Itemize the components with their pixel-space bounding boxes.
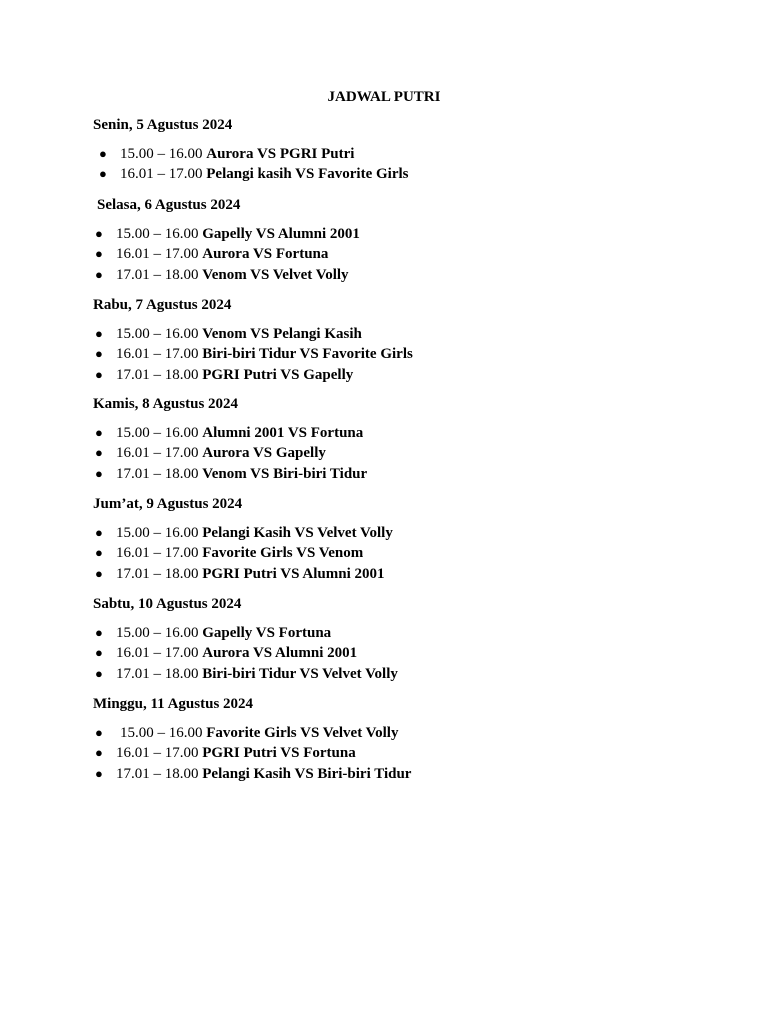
list-item <box>93 164 713 184</box>
match-time: 15.00 – 16.00 <box>116 425 199 441</box>
bullet-icon: ● <box>95 465 103 481</box>
list-item <box>93 224 713 244</box>
bullet-icon: ● <box>95 665 103 681</box>
list-item <box>93 743 713 763</box>
list-item <box>93 543 713 563</box>
bullet-icon: ● <box>95 326 103 341</box>
match-time: 15.00 – 16.00 <box>116 326 199 342</box>
match-time: 17.01 – 18.00 <box>116 765 199 782</box>
list-item <box>93 365 713 385</box>
match-time: 16.01 – 17.00 <box>120 166 203 183</box>
day-block-jumat <box>93 495 713 584</box>
match-teams: Gapelly VS Fortuna <box>202 625 332 641</box>
match-time: 17.01 – 18.00 <box>116 366 199 383</box>
day-heading: Sabtu, 10 Agustus 2024 <box>93 596 242 612</box>
bullet-icon: ● <box>95 346 103 362</box>
match-teams: Favorite Girls VS Venom <box>202 545 364 562</box>
bullet-icon: ● <box>95 725 103 740</box>
bullet-icon: ● <box>95 765 103 781</box>
match-time: 15.00 – 16.00 <box>120 725 203 741</box>
match-time: 16.01 – 17.00 <box>116 445 199 462</box>
day-block-senin <box>93 116 713 185</box>
match-list <box>93 723 713 784</box>
bullet-icon: ● <box>95 565 103 581</box>
day-heading: Rabu, 7 Agustus 2024 <box>93 297 232 313</box>
list-item <box>93 344 713 364</box>
match-list <box>93 423 713 484</box>
day-heading: Jum’at, 9 Agustus 2024 <box>93 496 243 512</box>
match-teams: Biri-biri Tidur VS Favorite Girls <box>202 346 413 363</box>
list-item <box>93 764 713 784</box>
day-block-sabtu <box>93 595 713 684</box>
match-time: 15.00 – 16.00 <box>116 226 199 242</box>
list-item <box>93 623 713 643</box>
match-list <box>93 324 713 385</box>
bullet-icon: ● <box>95 525 103 540</box>
match-teams: Venom VS Biri-biri Tidur <box>202 465 368 482</box>
match-list <box>93 623 713 684</box>
match-time: 16.01 – 17.00 <box>116 346 199 363</box>
match-teams: Pelangi kasih VS Favorite Girls <box>206 166 409 183</box>
match-time: 17.01 – 18.00 <box>116 665 199 682</box>
list-item <box>93 443 713 463</box>
day-block-selasa <box>93 196 713 285</box>
match-teams: Pelangi Kasih VS Biri-biri Tidur <box>202 765 412 782</box>
match-teams: Aurora VS PGRI Putri <box>206 146 355 162</box>
list-item <box>93 244 713 264</box>
bullet-icon: ● <box>95 266 103 282</box>
list-item <box>93 523 713 543</box>
match-time: 16.01 – 17.00 <box>116 645 199 662</box>
match-time: 16.01 – 17.00 <box>116 745 199 762</box>
list-item <box>93 464 713 484</box>
page-title: JADWAL PUTRI <box>327 89 441 105</box>
match-teams: Gapelly VS Alumni 2001 <box>202 226 360 242</box>
match-time: 15.00 – 16.00 <box>116 625 199 641</box>
bullet-icon: ● <box>95 645 103 661</box>
list-item <box>93 664 713 684</box>
day-heading: Kamis, 8 Agustus 2024 <box>93 396 239 412</box>
day-block-kamis <box>93 395 713 484</box>
bullet-icon: ● <box>95 226 103 241</box>
match-time: 16.01 – 17.00 <box>116 246 199 263</box>
match-teams: PGRI Putri VS Fortuna <box>202 745 356 762</box>
list-item <box>93 324 713 344</box>
list-item <box>93 723 713 743</box>
match-teams: Favorite Girls VS Velvet Volly <box>206 725 399 741</box>
bullet-icon: ● <box>95 445 103 461</box>
bullet-icon: ● <box>95 246 103 262</box>
day-block-minggu <box>93 695 713 784</box>
match-teams: PGRI Putri VS Alumni 2001 <box>202 565 385 582</box>
match-time: 17.01 – 18.00 <box>116 266 199 283</box>
list-item <box>93 265 713 285</box>
match-teams: Biri-biri Tidur VS Velvet Volly <box>202 665 398 682</box>
day-heading: Selasa, 6 Agustus 2024 <box>97 197 241 213</box>
bullet-icon: ● <box>95 366 103 382</box>
bullet-icon: ● <box>95 745 103 761</box>
match-time: 15.00 – 16.00 <box>120 146 203 162</box>
match-teams: Aurora VS Alumni 2001 <box>202 645 358 662</box>
match-time: 17.01 – 18.00 <box>116 465 199 482</box>
day-heading: Minggu, 11 Agustus 2024 <box>93 696 254 712</box>
bullet-icon: ● <box>95 425 103 440</box>
match-time: 16.01 – 17.00 <box>116 545 199 562</box>
match-teams: Venom VS Velvet Volly <box>202 266 349 283</box>
bullet-icon: ● <box>95 625 103 640</box>
day-block-rabu <box>93 296 713 385</box>
match-list <box>93 523 713 584</box>
list-item <box>93 564 713 584</box>
match-teams: Aurora VS Gapelly <box>202 445 326 462</box>
match-teams: Alumni 2001 VS Fortuna <box>202 425 364 441</box>
bullet-icon: ● <box>99 146 107 161</box>
match-list <box>93 144 713 185</box>
match-teams: Venom VS Pelangi Kasih <box>202 326 362 342</box>
match-teams: PGRI Putri VS Gapelly <box>202 366 354 383</box>
match-list <box>93 224 713 285</box>
bullet-icon: ● <box>95 545 103 561</box>
match-time: 17.01 – 18.00 <box>116 565 199 582</box>
match-teams: Aurora VS Fortuna <box>202 246 329 263</box>
match-teams: Pelangi Kasih VS Velvet Volly <box>202 525 393 541</box>
list-item <box>93 144 713 164</box>
match-time: 15.00 – 16.00 <box>116 525 199 541</box>
day-heading: Senin, 5 Agustus 2024 <box>93 117 233 133</box>
list-item <box>93 423 713 443</box>
bullet-icon: ● <box>99 166 107 182</box>
list-item <box>93 643 713 663</box>
